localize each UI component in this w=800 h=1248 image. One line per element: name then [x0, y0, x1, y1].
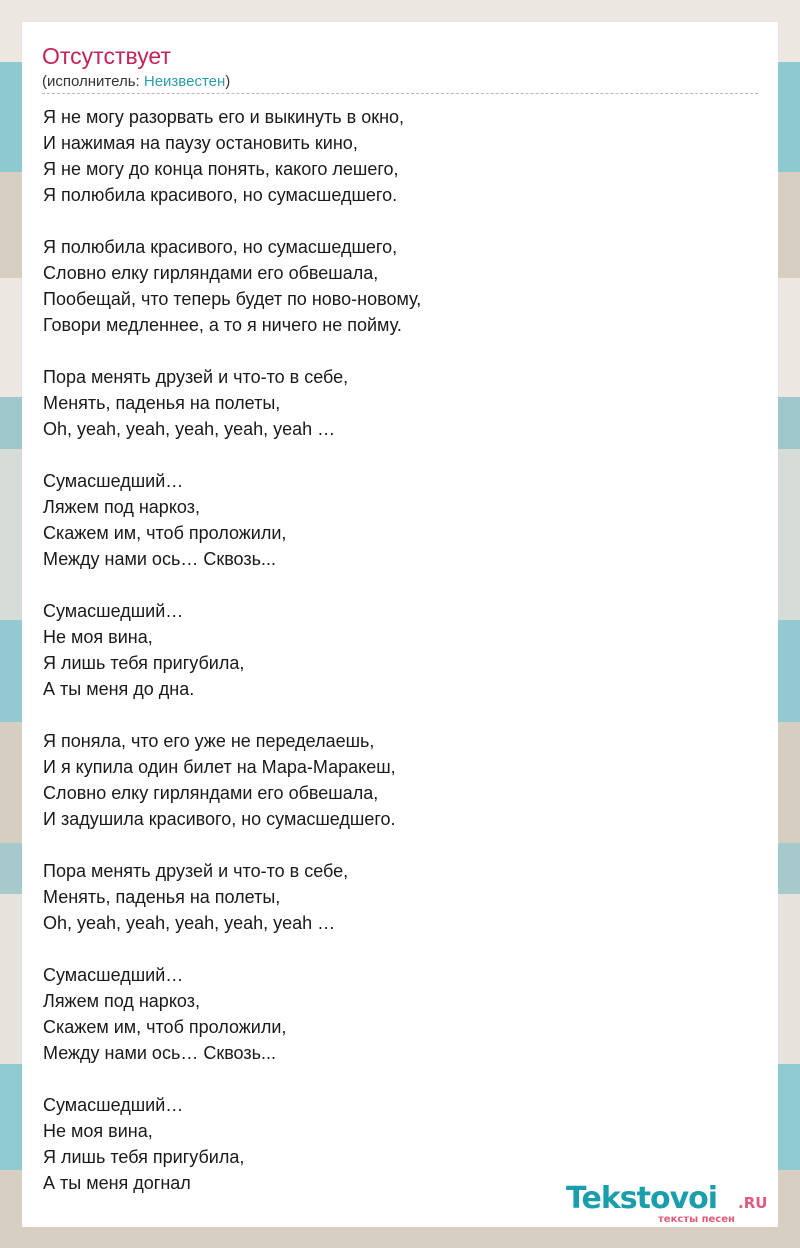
- lyric-line: Ляжем под наркоз,: [43, 497, 200, 517]
- lyric-line: Сумасшедший…: [43, 471, 184, 491]
- lyric-line: Я лишь тебя пригубила,: [43, 1147, 245, 1167]
- artist-meta-close: ): [225, 73, 231, 90]
- lyric-line: Словно елку гирляндами его обвешала,: [43, 783, 379, 803]
- lyrics-stanza: [43, 234, 743, 338]
- lyric-line: А ты меня до дна.: [43, 679, 195, 699]
- artist-label: (исполнитель:: [42, 73, 144, 90]
- lyric-line: Скажем им, чтоб проложили,: [43, 1017, 287, 1037]
- lyric-line: Сумасшедший…: [43, 1095, 184, 1115]
- lyrics-stanza: [43, 104, 743, 208]
- lyric-line: И я купила один билет на Мара-Маракеш,: [43, 757, 396, 777]
- lyric-line: Я полюбила красивого, но сумасшедшего.: [43, 185, 398, 205]
- lyrics-stanza: [43, 364, 743, 442]
- lyric-line: Не моя вина,: [43, 1121, 153, 1141]
- lyric-line: А ты меня догнал: [43, 1173, 191, 1193]
- lyrics-text: [43, 104, 743, 1222]
- lyrics-stanza: [43, 598, 743, 702]
- lyrics-stanza: [43, 468, 743, 572]
- lyric-line: Сумасшедший…: [43, 601, 184, 621]
- lyric-line: Я не могу разорвать его и выкинуть в окно,: [43, 107, 405, 127]
- lyrics-stanza: [43, 728, 743, 832]
- lyric-line: Менять, паденья на полеты,: [43, 393, 281, 413]
- lyric-line: Менять, паденья на полеты,: [43, 887, 281, 907]
- lyric-line: Не моя вина,: [43, 627, 153, 647]
- lyric-line: Oh, yeah, yeah, yeah, yeah, yeah …: [43, 419, 336, 439]
- lyric-line: Я поняла, что его уже не переделаешь,: [43, 731, 375, 751]
- lyric-line: Я полюбила красивого, но сумасшедшего,: [43, 237, 398, 257]
- logo-tld: .RU: [738, 1194, 768, 1212]
- logo-tagline: тексты песен: [658, 1214, 735, 1225]
- lyric-line: И задушила красивого, но сумасшедшего.: [43, 809, 396, 829]
- lyric-line: Я не могу до конца понять, какого лешего,: [43, 159, 399, 179]
- artist-meta: [42, 72, 230, 92]
- lyric-line: Пора менять друзей и что-то в себе,: [43, 367, 349, 387]
- lyric-line: Между нами ось… Сквозь...: [43, 549, 276, 569]
- lyric-line: Сумасшедший…: [43, 965, 184, 985]
- lyric-line: И нажимая на паузу остановить кино,: [43, 133, 358, 153]
- lyric-line: Пора менять друзей и что-то в себе,: [43, 861, 349, 881]
- lyric-line: Пообещай, что теперь будет по ново-новому,: [43, 289, 422, 309]
- lyrics-stanza: [43, 962, 743, 1066]
- song-title: Отсутствует: [42, 43, 171, 69]
- lyric-line: Oh, yeah, yeah, yeah, yeah, yeah …: [43, 913, 336, 933]
- lyric-line: Ляжем под наркоз,: [43, 991, 200, 1011]
- lyric-line: Скажем им, чтоб проложили,: [43, 523, 287, 543]
- site-logo[interactable]: [566, 1181, 770, 1225]
- lyric-line: Словно елку гирляндами его обвешала,: [43, 263, 379, 283]
- lyric-line: Говори медленнее, а то я ничего не пойму.: [43, 315, 402, 335]
- lyrics-card: [22, 22, 778, 1227]
- logo-name: Tekstovoi: [566, 1181, 718, 1216]
- lyric-line: Между нами ось… Сквозь...: [43, 1043, 276, 1063]
- lyrics-stanza: [43, 858, 743, 936]
- title-divider: [42, 93, 758, 94]
- lyric-line: Я лишь тебя пригубила,: [43, 653, 245, 673]
- artist-link[interactable]: Неизвестен: [143, 73, 226, 90]
